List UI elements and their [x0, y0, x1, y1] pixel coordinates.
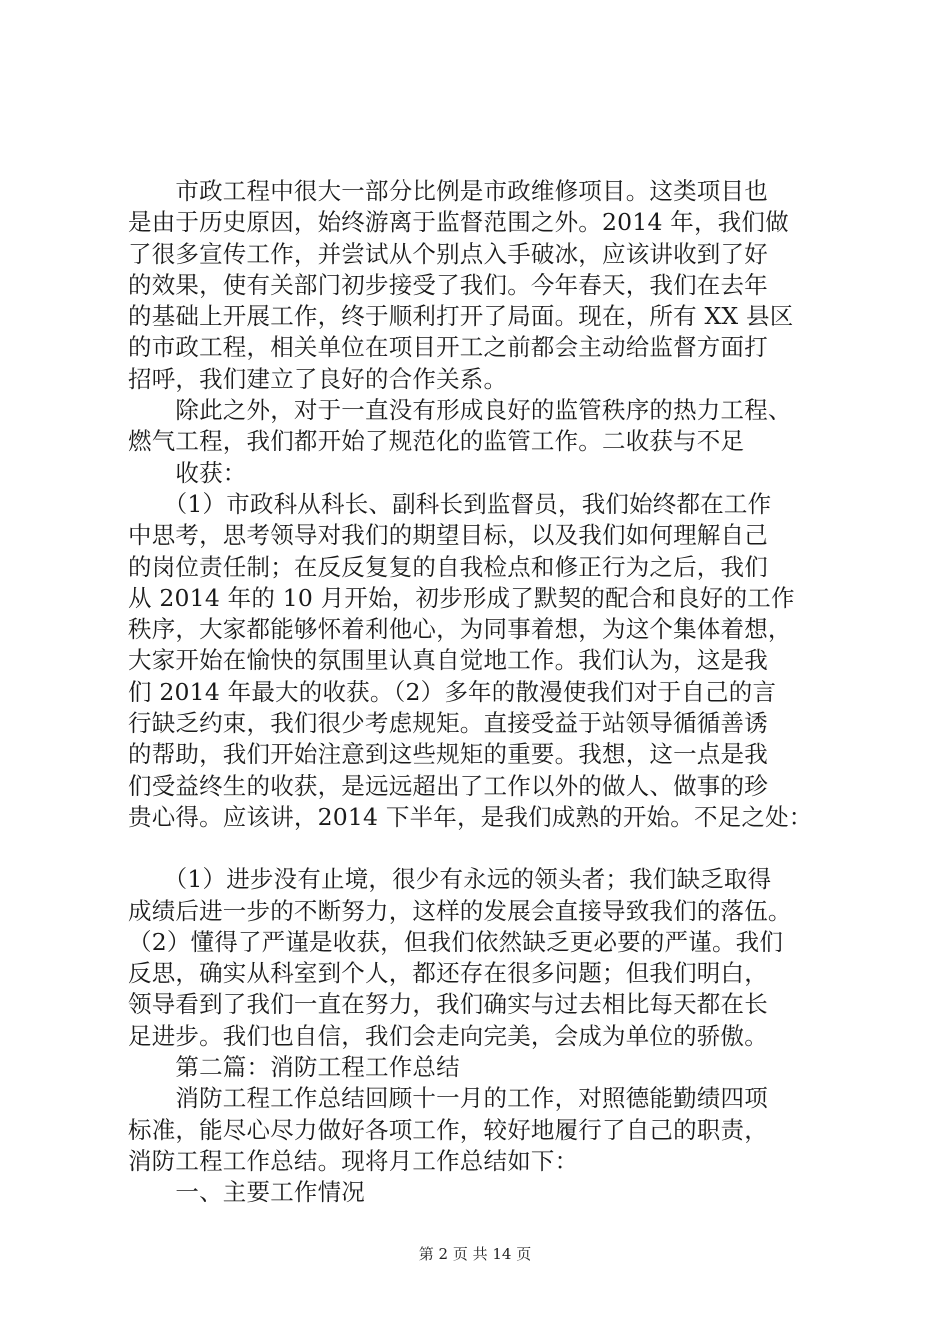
text-line: 的岗位责任制；在反反复复的自我检点和修正行为之后，我们	[128, 552, 768, 581]
text-line: 消防工程工作总结。现将月工作总结如下：	[128, 1146, 579, 1175]
text-line: 中思考，思考领导对我们的期望目标，以及我们如何理解自己	[128, 521, 768, 550]
text-line: 市政工程中很大一部分比例是市政维修项目。这类项目也	[128, 177, 768, 205]
page-number: 第 2 页 共 14 页	[418, 1245, 532, 1263]
text-line: 成绩后进一步的不断努力，这样的发展会直接导致我们的落伍。	[128, 896, 792, 925]
body-text	[128, 176, 840, 1209]
text-line: （2）懂得了严谨是收获，但我们依然缺乏更必要的严谨。我们	[128, 927, 784, 956]
text-line: 行缺乏约束，我们很少考虑规矩。直接受益于站领导循循善诱	[128, 709, 768, 738]
text-line: 大家开始在愉快的氛围里认真自觉地工作。我们认为，这是我	[128, 646, 768, 675]
text-line: 的帮助，我们开始注意到这些规矩的重要。我想，这一点是我	[128, 740, 768, 769]
section-heading: 第二篇：消防工程工作总结	[128, 1053, 460, 1082]
text-line: 收获：	[128, 458, 247, 487]
text-line: 足进步。我们也自信，我们会走向完美，会成为单位的骄傲。	[128, 1021, 768, 1050]
text-line: （1）进步没有止境，很少有永远的领头者；我们缺乏取得	[128, 865, 772, 894]
text-line: （1）市政科从科长、副科长到监督员，我们始终都在工作	[128, 489, 772, 518]
text-line: 们受益终生的收获，是远远超出了工作以外的做人、做事的珍	[128, 771, 768, 800]
text-line: 反思，确实从科室到个人，都还存在很多问题；但我们明白，	[128, 959, 768, 988]
page-footer	[0, 1244, 950, 1264]
text-line: 的基础上开展工作，终于顺利打开了局面。现在，所有 XX 县区	[128, 302, 794, 331]
text-line: 招呼，我们建立了良好的合作关系。	[128, 364, 508, 393]
text-line: 从 2014 年的 10 月开始，初步形成了默契的配合和良好的工作	[128, 583, 795, 612]
text-line: 领导看到了我们一直在努力，我们确实与过去相比每天都在长	[128, 990, 768, 1019]
text-line: 的效果，使有关部门初步接受了我们。今年春天，我们在去年	[128, 270, 768, 299]
text-line: 的市政工程，相关单位在项目开工之前都会主动给监督方面打	[128, 333, 768, 362]
text-line: 们 2014 年最大的收获。（2）多年的散漫使我们对于自己的言	[128, 677, 777, 706]
text-line: 标准，能尽心尽力做好各项工作，较好地履行了自己的职责，	[128, 1115, 768, 1144]
text-line: 除此之外，对于一直没有形成良好的监管秩序的热力工程、	[128, 396, 792, 425]
text-line: 秩序，大家都能够怀着利他心，为同事着想，为这个集体着想，	[128, 615, 792, 644]
text-line: 燃气工程，我们都开始了规范化的监管工作。二收获与不足	[128, 427, 745, 456]
blank-line	[128, 833, 840, 864]
text-line: 了很多宣传工作，并尝试从个别点入手破冰，应该讲收到了好	[128, 239, 768, 268]
subsection-heading: 一、主要工作情况	[128, 1178, 365, 1207]
text-line: 是由于历史原因，始终游离于监督范围之外。2014 年，我们做	[128, 208, 789, 237]
text-line: 消防工程工作总结回顾十一月的工作，对照德能勤绩四项	[128, 1084, 768, 1113]
text-line: 贵心得。应该讲，2014 下半年，是我们成熟的开始。不足之处：	[128, 802, 813, 831]
